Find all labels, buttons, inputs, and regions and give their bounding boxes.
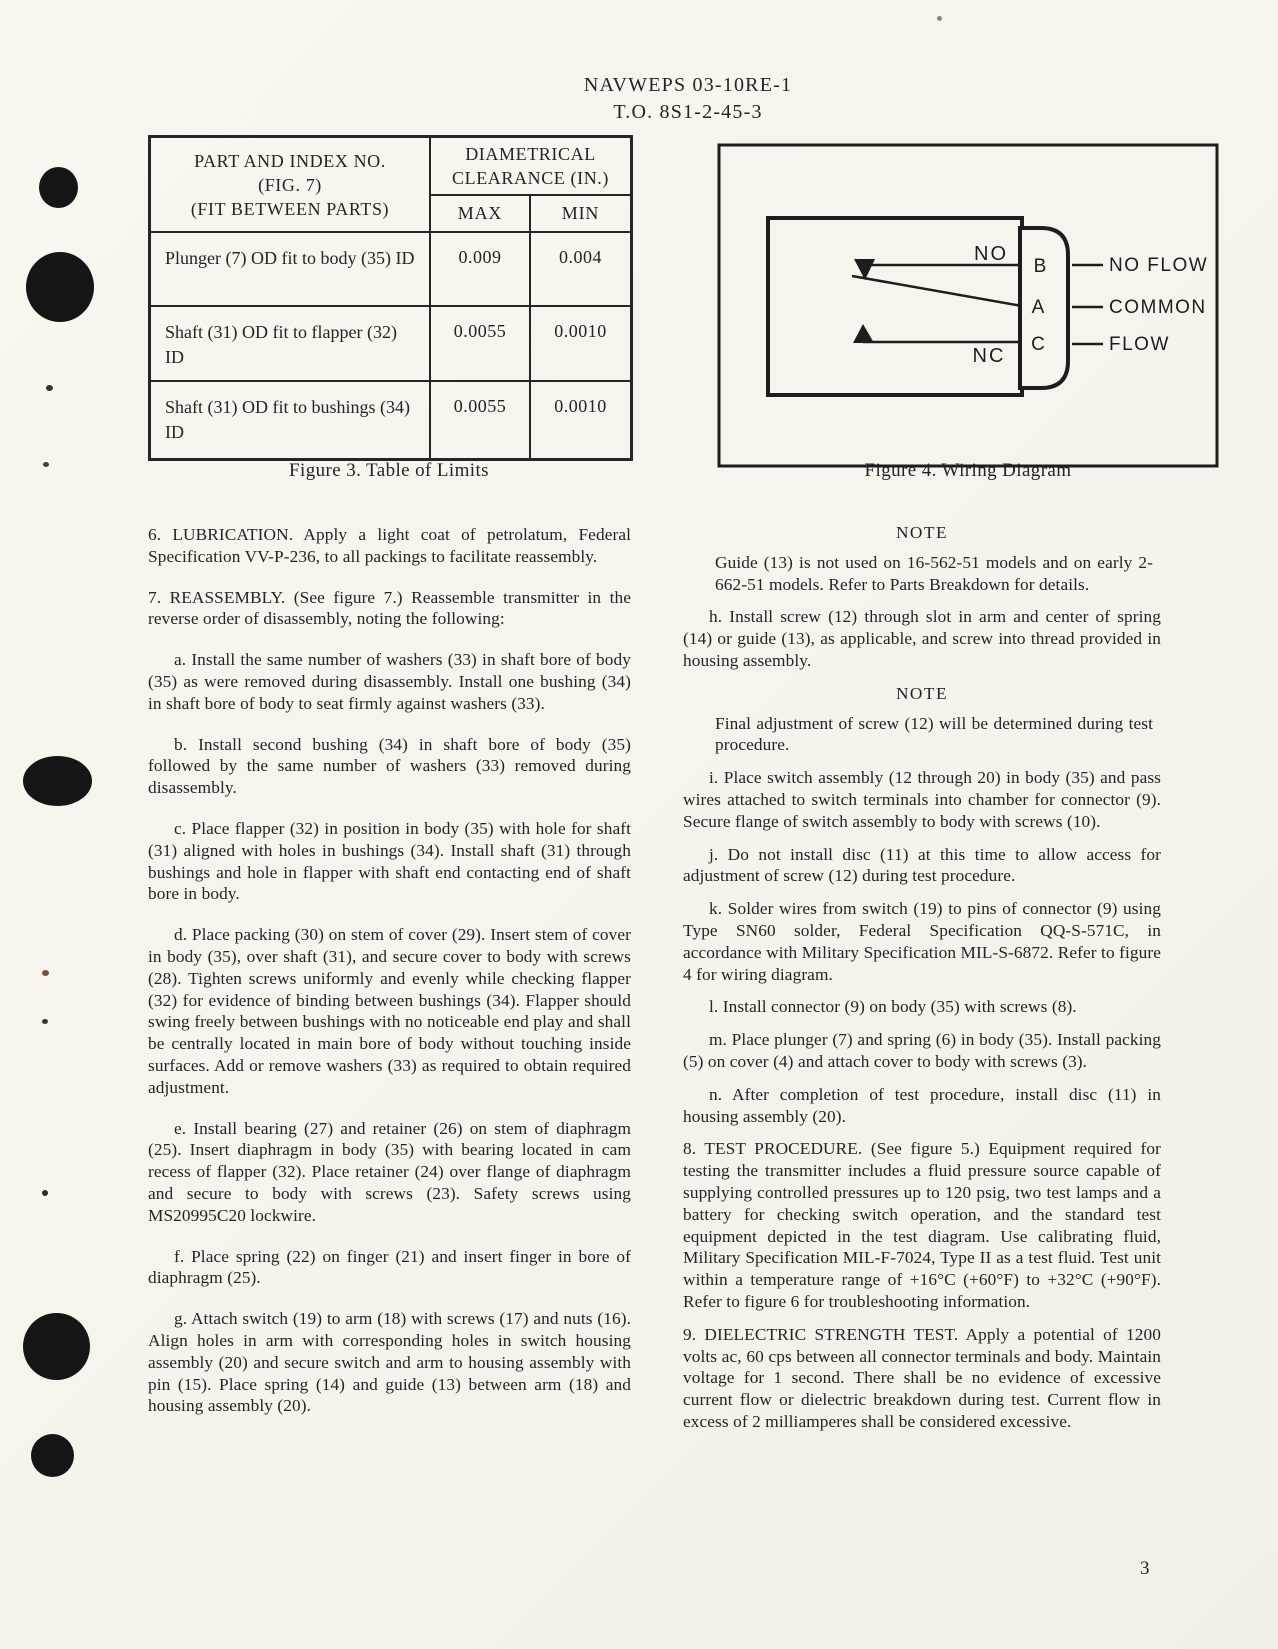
step-a: a. Install the same number of washers (33) in shaft bore of body (35) as were removed during disassembly. Install one bushing (34) in shaft bore of body to seat firmly against washers (33). [148, 650, 631, 713]
table-row-max: 0.009 [431, 233, 531, 307]
paragraph-8-test-procedure: 8. TEST PROCEDURE. (See figure 5.) Equipment required for testing the transmitter includes a fluid pressure source capable of supplying controlled pressures up to 120 psig, two test lamps and a battery for checking switch operation, and the standard test equipment depicted in the test diagram. Use calibrating fluid, Military Specification MIL-F-7024, Type II as a test fluid. Test unit within a temperature range of +16°C (+60°F) to +32°C (+90°F). Refer to figure 6 for troubleshooting information. [683, 1139, 1161, 1311]
scan-speck [937, 16, 942, 21]
table-row-max: 0.0055 [431, 307, 531, 382]
table-part-header: PART AND INDEX NO. (FIG. 7) (FIT BETWEEN PARTS) [151, 138, 431, 233]
paragraph-9-dielectric-test: 9. DIELECTRIC STRENGTH TEST. Apply a potential of 1200 volts ac, 60 cps between all connector terminals and body. Maintain voltage for 1 second. There shall be no evidence of excessive current flow or dielectric breakdown during test. Current flow in excess of 2 milliamperes shall be considered excessive. [683, 1324, 1161, 1431]
step-c: c. Place flapper (32) in position in body (35) with hole for shaft (31) aligned with holes in bushings (34). Install shaft (31) through bushings and hole in flapper with shaft end contacting end of shaft bore in body. [148, 818, 631, 904]
document-header [478, 72, 898, 126]
table-row-part: Plunger (7) OD fit to body (35) ID [151, 233, 431, 307]
wiring-diagram-drawing [717, 143, 1219, 468]
common-arm-wire [852, 276, 1022, 306]
terminal-c-label: C [1031, 334, 1045, 355]
step-m: m. Place plunger (7) and spring (6) in body (35). Install packing (5) on cover (4) and attach cover to body with screws (3). [683, 1030, 1161, 1071]
table-row-min: 0.0010 [531, 307, 630, 382]
step-l: l. Install connector (9) on body (35) with screws (8). [709, 997, 1077, 1017]
step-k: k. Solder wires from switch (19) to pins of connector (9) using Type SN60 solder, Federal Specification QQ-S-571C, in accordance with Military Specification MIL-S-6872. Refer to figure 4 for wiring diagram. [683, 899, 1161, 984]
no-label: NO [974, 243, 1008, 265]
column-header-max: MAX [431, 196, 531, 233]
table-row-part: Shaft (31) OD fit to flapper (32) ID [151, 307, 431, 382]
no-flow-label: NO FLOW [1109, 255, 1209, 276]
scan-speck [42, 970, 49, 976]
table-row-min: 0.0010 [554, 396, 607, 416]
wiring-diagram [717, 143, 1219, 468]
step-b: b. Install second bushing (34) in shaft bore of body (35) followed by the same number of washers (33) removed during disassembly. [148, 734, 631, 798]
step-f: f. Place spring (22) on finger (21) and insert finger in bore of diaphragm (25). [148, 1246, 631, 1288]
step-h: h. Install screw (12) through slot in arm and center of spring (14) or guide (13), as applicable, and screw into thread provided in housing assembly. [683, 607, 1161, 670]
binding-mark [31, 1434, 74, 1477]
table-row-part: Shaft (31) OD fit to bushings (34) ID [151, 382, 431, 458]
flow-label: FLOW [1109, 334, 1170, 355]
paragraph-6-lubrication: 6. LUBRICATION. Apply a light coat of petrolatum, Federal Specification VV-P-236, to all packings to facilitate reassembly. [148, 525, 631, 566]
note-heading: NOTE [895, 683, 949, 703]
note-body: Guide (13) is not used on 16-562-51 models and on early 2-662-51 models. Refer to Parts Breakdown for details. [715, 552, 1153, 594]
step-d: d. Place packing (30) on stem of cover (29). Insert stem of cover in body (35), over shaft (31), and secure cover to body with screws (28). Tighten screws uniformly and evenly while checking flapper (32) for evidence of binding between bushings (34). Flapper should swing freely between bushings with no noticeable end play and shall be centrally located in main bore of body without touching inside surfaces. Add or remove washers (33) as required to obtain required adjustment. [148, 925, 631, 1097]
scan-speck [42, 1019, 48, 1024]
scan-speck [43, 462, 49, 467]
binding-mark [26, 252, 94, 322]
binding-mark [23, 756, 92, 806]
binding-mark [39, 167, 78, 208]
binding-mark [23, 1313, 90, 1380]
table-row-min: 0.004 [531, 233, 630, 307]
step-g: g. Attach switch (19) to arm (18) with screws (17) and nuts (16). Align holes in arm with corresponding holes in switch housing assembly (20) and secure switch and arm to housing assembly with pin (15). Place spring (14) and guide (13) between arm (18) and housing assembly (20). [148, 1309, 631, 1416]
note-body: Final adjustment of screw (12) will be determined during test procedure. [715, 713, 1153, 755]
left-text-column [148, 524, 631, 1436]
step-i: i. Place switch assembly (12 through 20) in body (35) and pass wires attached to switch terminals into chamber for connector (9). Secure flange of switch assembly to body with screws (10). [683, 768, 1161, 831]
figure3-caption: Figure 3. Table of Limits [289, 460, 489, 481]
scan-speck [46, 385, 53, 391]
page-number: 3 [1140, 1558, 1150, 1579]
table-clearance-header: DIAMETRICAL CLEARANCE (IN.) [431, 138, 630, 196]
terminal-a-label: A [1031, 297, 1045, 318]
note-heading: NOTE [895, 523, 949, 542]
table-row-max: 0.0055 [431, 382, 531, 458]
publication-number: NAVWEPS 03-10RE-1 [583, 74, 793, 96]
common-label: COMMON [1109, 297, 1207, 318]
step-e: e. Install bearing (27) and retainer (26) on stem of diaphragm (25). Insert diaphragm in body (35) with bearing located in cam recess of flapper (32). Place retainer (24) over flange of diaphragm and secure to body with screws (23). Safety screws using MS20995C20 lockwire. [148, 1118, 631, 1225]
nc-contact-triangle-icon [853, 324, 874, 343]
figure4-caption: Figure 4. Wiring Diagram [864, 460, 1072, 481]
scan-speck [42, 1190, 48, 1196]
paragraph-7-reassembly: 7. REASSEMBLY. (See figure 7.) Reassemble transmitter in the reverse order of disassembly, noting the following: [148, 587, 631, 629]
terminal-b-label: B [1033, 256, 1047, 277]
step-j: j. Do not install disc (11) at this time to allow access for adjustment of screw (12) during test procedure. [683, 844, 1161, 886]
column-header-min: MIN [531, 196, 630, 233]
table-of-limits [148, 135, 633, 461]
right-text-column [683, 520, 1161, 1444]
technical-order-number: T.O. 8S1-2-45-3 [613, 101, 763, 123]
nc-label: NC [972, 345, 1006, 367]
step-n: n. After completion of test procedure, install disc (11) in housing assembly (20). [683, 1084, 1161, 1126]
